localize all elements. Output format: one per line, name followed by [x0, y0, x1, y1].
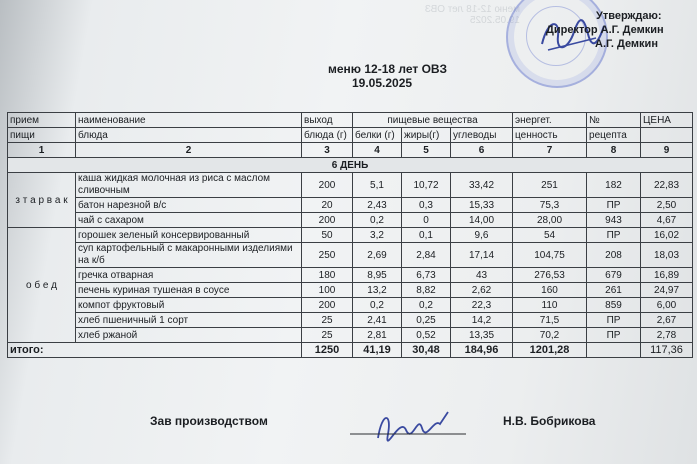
header-cell: энергет.: [513, 113, 587, 128]
recipe-number: 261: [587, 283, 641, 298]
carbs: 14,00: [451, 213, 513, 228]
protein: 2,69: [353, 243, 402, 268]
table-row: [8, 243, 693, 268]
table-row: [8, 283, 693, 298]
energy: 104,75: [513, 243, 587, 268]
protein: 8,95: [353, 268, 402, 283]
approval-label: Утверждаю:: [596, 10, 662, 22]
director-line: Директор А.Г. Демкин: [546, 24, 664, 36]
menu-date: 19.05.2025: [352, 76, 413, 90]
approval-block: [540, 9, 690, 51]
price: 4,67: [641, 213, 693, 228]
recipe-number: 679: [587, 268, 641, 283]
total-recipe: [587, 343, 641, 358]
protein: 5,1: [353, 173, 402, 198]
day-row: [8, 158, 693, 173]
portion: 180: [302, 268, 353, 283]
header-row-1: [8, 113, 693, 128]
table-row: [8, 173, 693, 198]
total-row: [8, 343, 693, 358]
table-row: [8, 213, 693, 228]
menu-title-line: меню 12-18 лет ОВЗ: [328, 62, 447, 76]
portion: 25: [302, 313, 353, 328]
portion: 25: [302, 328, 353, 343]
column-number: 6: [451, 143, 513, 158]
column-number: 3: [302, 143, 353, 158]
protein: 3,2: [353, 228, 402, 243]
protein: 0,2: [353, 298, 402, 313]
recipe-number: ПР: [587, 198, 641, 213]
footer-name: Н.В. Бобрикова: [503, 414, 596, 428]
header-cell: наименование: [76, 113, 302, 128]
recipe-number: 859: [587, 298, 641, 313]
fat: 0: [402, 213, 451, 228]
table-row: [8, 298, 693, 313]
production-signature: [348, 404, 468, 446]
energy: 54: [513, 228, 587, 243]
carbs: 9,6: [451, 228, 513, 243]
energy: 276,53: [513, 268, 587, 283]
dish-name: каша жидкая молочная из риса с маслом сливочным: [76, 173, 302, 198]
column-number: 2: [76, 143, 302, 158]
portion: 250: [302, 243, 353, 268]
column-number: 9: [641, 143, 693, 158]
header-cell: ценность: [513, 128, 587, 143]
recipe-number: 182: [587, 173, 641, 198]
fat: 6,73: [402, 268, 451, 283]
dish-name: чай с сахаром: [76, 213, 302, 228]
fat: 2,84: [402, 243, 451, 268]
meal-lunch-label: о б е д: [8, 228, 76, 343]
header-cell: углеводы: [451, 128, 513, 143]
portion: 20: [302, 198, 353, 213]
price: 16,89: [641, 268, 693, 283]
header-cell: прием: [8, 113, 76, 128]
fat: 0,52: [402, 328, 451, 343]
total-carbs: 184,96: [451, 343, 513, 358]
portion: 100: [302, 283, 353, 298]
header-cell: пищи: [8, 128, 76, 143]
column-number: 5: [402, 143, 451, 158]
energy: 28,00: [513, 213, 587, 228]
table-row: [8, 313, 693, 328]
column-number: 1: [8, 143, 76, 158]
header-row-2: [8, 128, 693, 143]
total-label: итого:: [8, 343, 302, 358]
header-cell: блюда: [76, 128, 302, 143]
price: 22,83: [641, 173, 693, 198]
energy: 70,2: [513, 328, 587, 343]
table-row: [8, 268, 693, 283]
header-cell: жиры(г): [402, 128, 451, 143]
table-row: [8, 328, 693, 343]
total-energy: 1201,28: [513, 343, 587, 358]
carbs: 2,62: [451, 283, 513, 298]
total-fat: 30,48: [402, 343, 451, 358]
recipe-number: 208: [587, 243, 641, 268]
table-row: [8, 198, 693, 213]
header-cell: пищевые вещества: [353, 113, 513, 128]
header-cell: блюда (г): [302, 128, 353, 143]
price: 2,50: [641, 198, 693, 213]
price: 18,03: [641, 243, 693, 268]
recipe-number: ПР: [587, 328, 641, 343]
fat: 0,3: [402, 198, 451, 213]
portion: 200: [302, 213, 353, 228]
price: 2,67: [641, 313, 693, 328]
energy: 110: [513, 298, 587, 313]
header-cell: ЦЕНА: [641, 113, 693, 128]
bleed-through-text: меню 12-18 лет ОВЗ 19.05.2025: [424, 4, 520, 26]
carbs: 14,2: [451, 313, 513, 328]
header-cell: белки (г): [353, 128, 402, 143]
carbs: 13,35: [451, 328, 513, 343]
energy: 251: [513, 173, 587, 198]
fat: 0,1: [402, 228, 451, 243]
recipe-number: ПР: [587, 228, 641, 243]
portion: 200: [302, 173, 353, 198]
carbs: 33,42: [451, 173, 513, 198]
fat: 0,25: [402, 313, 451, 328]
protein: 13,2: [353, 283, 402, 298]
dish-name: гречка отварная: [76, 268, 302, 283]
meal-breakfast-label: з т а р в а к: [8, 173, 76, 228]
dish-name: хлеб пшеничный 1 сорт: [76, 313, 302, 328]
menu-title: [328, 62, 528, 90]
protein: 0,2: [353, 213, 402, 228]
column-number: 7: [513, 143, 587, 158]
carbs: 22,3: [451, 298, 513, 313]
portion: 50: [302, 228, 353, 243]
carbs: 43: [451, 268, 513, 283]
fat: 10,72: [402, 173, 451, 198]
total-price: 117,36: [641, 343, 693, 358]
total-portion: 1250: [302, 343, 353, 358]
day-label: 6 ДЕНЬ: [8, 158, 693, 173]
column-number: 8: [587, 143, 641, 158]
menu-table: [7, 112, 693, 358]
recipe-number: 943: [587, 213, 641, 228]
energy: 71,5: [513, 313, 587, 328]
dish-name: компот фруктовый: [76, 298, 302, 313]
table-row: [8, 228, 693, 243]
carbs: 17,14: [451, 243, 513, 268]
dish-name: печень куриная тушеная в соусе: [76, 283, 302, 298]
dish-name: горошек зеленый консервированный: [76, 228, 302, 243]
price: 24,97: [641, 283, 693, 298]
protein: 2,43: [353, 198, 402, 213]
header-cell: выход: [302, 113, 353, 128]
column-number: 4: [353, 143, 402, 158]
portion: 200: [302, 298, 353, 313]
fat: 0,2: [402, 298, 451, 313]
dish-name: батон нарезной в/с: [76, 198, 302, 213]
energy: 75,3: [513, 198, 587, 213]
total-protein: 41,19: [353, 343, 402, 358]
price: 2,78: [641, 328, 693, 343]
carbs: 15,33: [451, 198, 513, 213]
header-cell: рецепта: [587, 128, 641, 143]
recipe-number: ПР: [587, 313, 641, 328]
dish-name: хлеб ржаной: [76, 328, 302, 343]
director-name: А.Г. Демкин: [595, 38, 658, 50]
protein: 2,41: [353, 313, 402, 328]
price: 16,02: [641, 228, 693, 243]
price: 6,00: [641, 298, 693, 313]
fat: 8,82: [402, 283, 451, 298]
header-cell: [641, 128, 693, 143]
footer-position: Зав производством: [150, 414, 268, 428]
column-number-row: [8, 143, 693, 158]
dish-name: суп картофельный с макаронными изделиями на к/б: [76, 243, 302, 268]
protein: 2,81: [353, 328, 402, 343]
energy: 160: [513, 283, 587, 298]
header-cell: №: [587, 113, 641, 128]
